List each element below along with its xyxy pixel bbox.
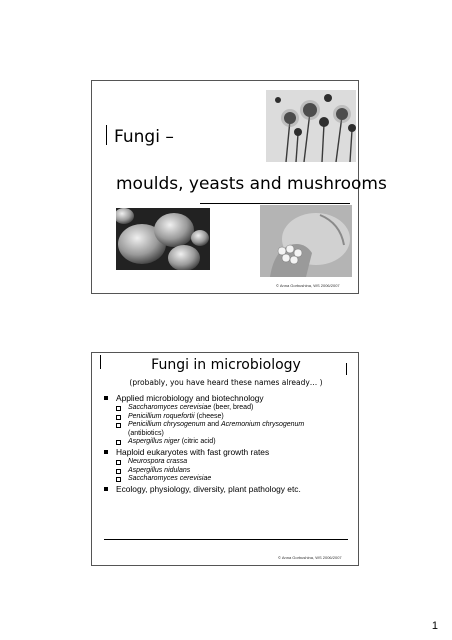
- checkbox-bullet-icon: [116, 415, 121, 420]
- mushroom-photo: [260, 205, 352, 277]
- sub-list-item: Penicillium roquefortii (cheese): [104, 413, 354, 422]
- footer-line: [104, 539, 348, 540]
- checkbox-bullet-icon: [116, 460, 121, 465]
- checkbox-bullet-icon: [116, 423, 121, 428]
- sub-list-item: Penicillium chrysogenum and Acremonium chrysogenum (antibiotics): [104, 421, 354, 438]
- copyright-note: © Anna Gorbushina, WS 2006/2007: [276, 283, 340, 288]
- title-accent-bar: [106, 125, 107, 145]
- checkbox-bullet-icon: [116, 477, 121, 482]
- list-item: Haploid eukaryotes with fast growth rates: [104, 447, 354, 458]
- list-item: Ecology, physiology, diversity, plant pathology etc.: [104, 484, 354, 495]
- sub-list-item: Neurospora crassa: [104, 458, 354, 467]
- slide-subtitle: (probably, you have heard these names already… ): [129, 378, 323, 387]
- checkbox-bullet-icon: [116, 469, 121, 474]
- sub-list-item: Aspergillus niger (citric acid): [104, 438, 354, 447]
- copyright-note: © Anna Gorbushina, WS 2006/2007: [278, 555, 342, 560]
- list-item: Applied microbiology and biotechnology: [104, 393, 354, 404]
- yeast-photo: [116, 208, 210, 270]
- mould-photo: [266, 90, 356, 162]
- checkbox-bullet-icon: [116, 440, 121, 445]
- sub-list-item: Saccharomyces cerevisiae: [104, 475, 354, 484]
- slide-title: Fungi in microbiology: [151, 357, 301, 373]
- sub-list-item: Saccharomyces cerevisiae (beer, bread): [104, 404, 354, 413]
- page-number: 1: [431, 620, 438, 632]
- checkbox-bullet-icon: [116, 406, 121, 411]
- slide-title-line-1: Fungi –: [114, 127, 174, 147]
- sub-list-item: Aspergillus nidulans: [104, 467, 354, 476]
- slide-1: [91, 80, 387, 294]
- bullet-list: [104, 393, 354, 495]
- title-underline: [200, 203, 350, 204]
- slide-title-line-2: moulds, yeasts and mushrooms: [116, 174, 387, 194]
- slide-2: [91, 352, 359, 566]
